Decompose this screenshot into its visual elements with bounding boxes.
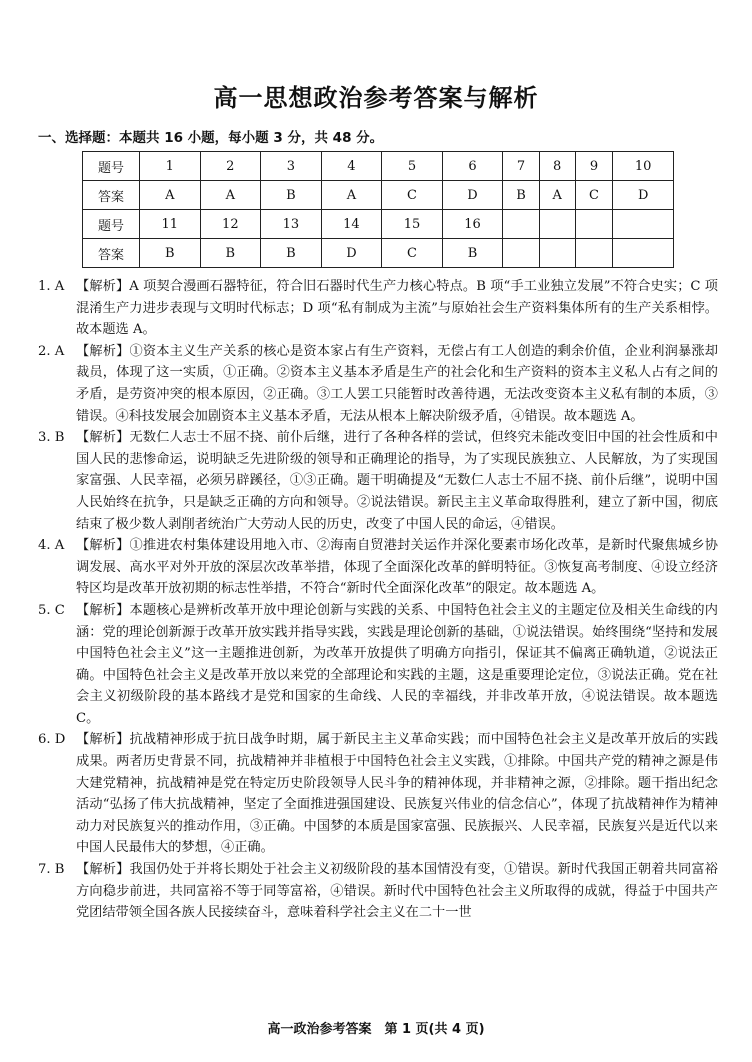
answer-table-cell: 4 bbox=[321, 152, 382, 181]
explanation-text: 【解析】①推进农村集体建设用地入市、②海南自贸港封关运作并深化要素市场化改革，是新时代聚焦城乡协调发展、高水平对外开放的深层次改革举措，体现了全面深化改革的鲜明特征。③恢复高考制度、④设立经济特区均是改革开放初期的标志性举措，不符合“新时代全面深化改革”的限定。故本题选 A。 bbox=[76, 538, 718, 597]
question-answer-number: 7. B bbox=[38, 862, 65, 878]
section-heading: 一、选择题：本题共 16 小题，每小题 3 分，共 48 分。 bbox=[38, 130, 384, 146]
question-answer-number: 2. A bbox=[38, 343, 65, 359]
answer-table-cell: A bbox=[321, 181, 382, 210]
answer-table-label-cell: 题号 bbox=[83, 152, 140, 181]
answer-table-cell: 11 bbox=[140, 210, 201, 239]
answer-table-cell: 13 bbox=[261, 210, 322, 239]
explanations-list bbox=[38, 276, 718, 924]
answer-table-cell: B bbox=[140, 239, 201, 268]
question-answer-number: 4. A bbox=[38, 538, 65, 554]
explanation-item bbox=[38, 427, 718, 535]
answer-table-cell bbox=[613, 210, 674, 239]
answer-table-cell bbox=[575, 239, 613, 268]
explanation-text: 【解析】无数仁人志士不屈不挠、前仆后继，进行了各种各样的尝试，但终究未能改变旧中国的社会性质和中国人民的悲惨命运，说明缺乏先进阶级的领导和正确理论的指导，为了实现民族独立、人民解放，为了实现国家富强、人民幸福，必须另辟蹊径，①③正确。题干明确提及“无数仁人志士不屈不挠、前仆后继”，说明中国人民始终在抗争，只是缺乏正确的方向和领导。②说法错误。新民主主义革命取得胜利，建立了新中国，彻底结束了极少数人剥削者统治广大劳动人民的历史，改变了中国人民的命运，④错误。 bbox=[76, 430, 718, 532]
answer-table-cell bbox=[503, 239, 539, 268]
answer-table-cell: 16 bbox=[442, 210, 503, 239]
answer-table-cell: 14 bbox=[321, 210, 382, 239]
answer-table-cell: D bbox=[613, 181, 674, 210]
answer-table-cell: C bbox=[575, 181, 613, 210]
answer-table-cell: B bbox=[503, 181, 539, 210]
answer-table-label-cell: 题号 bbox=[83, 210, 140, 239]
explanation-item bbox=[38, 729, 718, 859]
answer-table-label-cell: 答案 bbox=[83, 239, 140, 268]
answer-table-cell bbox=[575, 210, 613, 239]
question-answer-number: 3. B bbox=[38, 430, 65, 446]
answer-table-cell bbox=[503, 210, 539, 239]
explanation-text: 【解析】A 项契合漫画石器特征，符合旧石器时代生产力核心特点。B 项“手工业独立发展”不符合史实；C 项混淆生产力进步表现与文明时代标志；D 项“私有制成为主流”与原始社会生产资料集体所有的生产关系相悖。故本题选 A。 bbox=[76, 279, 718, 338]
answer-table-cell: 8 bbox=[539, 152, 575, 181]
explanation-item bbox=[38, 600, 718, 730]
answer-table-cell bbox=[539, 210, 575, 239]
answer-table-cell: C bbox=[382, 239, 443, 268]
answer-table bbox=[82, 151, 674, 268]
answer-table-cell: D bbox=[442, 181, 503, 210]
question-answer-number: 1. A bbox=[38, 279, 65, 294]
answer-table-cell: 3 bbox=[261, 152, 322, 181]
answer-table-cell: 10 bbox=[613, 152, 674, 181]
answer-table-cell: A bbox=[140, 181, 201, 210]
explanation-text: 【解析】我国仍处于并将长期处于社会主义初级阶段的基本国情没有变，①错误。新时代我国正朝着共同富裕方向稳步前进，共同富裕不等于同等富裕，④错误。新时代中国特色社会主义所取得的成就，得益于中国共产党团结带领全国各族人民接续奋斗，意味着科学社会主义在二十一世 bbox=[76, 862, 718, 921]
answer-table-label-cell: 答案 bbox=[83, 181, 140, 210]
answer-table-cell: B bbox=[442, 239, 503, 268]
answer-table-cell: D bbox=[321, 239, 382, 268]
question-answer-number: 6. D bbox=[38, 732, 66, 748]
answer-table-cell: 5 bbox=[382, 152, 443, 181]
answer-table-cell: 9 bbox=[575, 152, 613, 181]
answer-table-cell bbox=[539, 239, 575, 268]
answer-table-cell: A bbox=[200, 181, 261, 210]
answer-table-cell: 1 bbox=[140, 152, 201, 181]
answer-table-row bbox=[83, 181, 674, 210]
explanation-item bbox=[38, 276, 718, 341]
answer-table-cell: C bbox=[382, 181, 443, 210]
answer-table-cell: 7 bbox=[503, 152, 539, 181]
question-answer-number: 5. C bbox=[38, 602, 65, 618]
page-title: 高一思想政治参考答案与解析 bbox=[213, 84, 539, 112]
answer-table-row bbox=[83, 210, 674, 239]
answer-table-row bbox=[83, 152, 674, 181]
answer-table-cell: 12 bbox=[200, 210, 261, 239]
answer-table-cell: 2 bbox=[200, 152, 261, 181]
answer-table-cell: B bbox=[261, 181, 322, 210]
answer-table-cell: 15 bbox=[382, 210, 443, 239]
explanation-text: 【解析】抗战精神形成于抗日战争时期，属于新民主主义革命实践；而中国特色社会主义是改革开放后的实践成果。两者历史背景不同，抗战精神并非植根于中国特色社会主义实践，①排除。中国共产党的精神之源是伟大建党精神，抗战精神是党在特定历史阶段领导人民斗争的精神体现，并非精神之源，②排除。题干指出纪念活动“弘扬了伟大抗战精神，坚定了全面推进强国建设、民族复兴伟业的信念信心”，体现了抗战精神作为精神动力对民族复兴的推动作用，③正确。中国梦的本质是国家富强、民族振兴、人民幸福，民族复兴是近代以来中国人民最伟大的梦想，④正确。 bbox=[76, 732, 718, 856]
explanation-item bbox=[38, 859, 718, 924]
answer-table-cell: B bbox=[200, 239, 261, 268]
answer-table-cell: B bbox=[261, 239, 322, 268]
page-footer: 高一政治参考答案 第 1 页(共 4 页) bbox=[267, 1022, 485, 1037]
answer-table-cell: 6 bbox=[442, 152, 503, 181]
explanation-item bbox=[38, 535, 718, 600]
answer-table-cell: A bbox=[539, 181, 575, 210]
answer-table-row bbox=[83, 239, 674, 268]
explanation-text: 【解析】①资本主义生产关系的核心是资本家占有生产资料，无偿占有工人创造的剩余价值，企业利润暴涨却裁员，体现了这一实质，①正确。②资本主义基本矛盾是生产的社会化和生产资料的资本主义私人占有之间的矛盾，是劳资冲突的根本原因，②正确。③工人罢工只能暂时改善待遇，无法改变资本主义私有制的本质，③错误。④科技发展会加剧资本主义基本矛盾，无法从根本上解决阶级矛盾，④错误。故本题选 A。 bbox=[76, 343, 718, 424]
answer-table-cell bbox=[613, 239, 674, 268]
explanation-item bbox=[38, 341, 718, 427]
explanation-text: 【解析】本题核心是辨析改革开放中理论创新与实践的关系、中国特色社会主义的主题定位及相关生命线的内涵：党的理论创新源于改革开放实践并指导实践，实践是理论创新的基础，①说法错误。始终围绕“坚持和发展中国特色社会主义”这一主题推进创新，为改革开放提供了明确方向指引，保证其不偏离正确轨道，②说法正确。中国特色社会主义是改革开放以来党的全部理论和实践的主题，这是重要理论定位，③说法正确。党在社会主义初级阶段的基本路线才是党和国家的生命线、人民的幸福线，并非改革开放，④说法错误。故本题选 C。 bbox=[76, 602, 718, 726]
